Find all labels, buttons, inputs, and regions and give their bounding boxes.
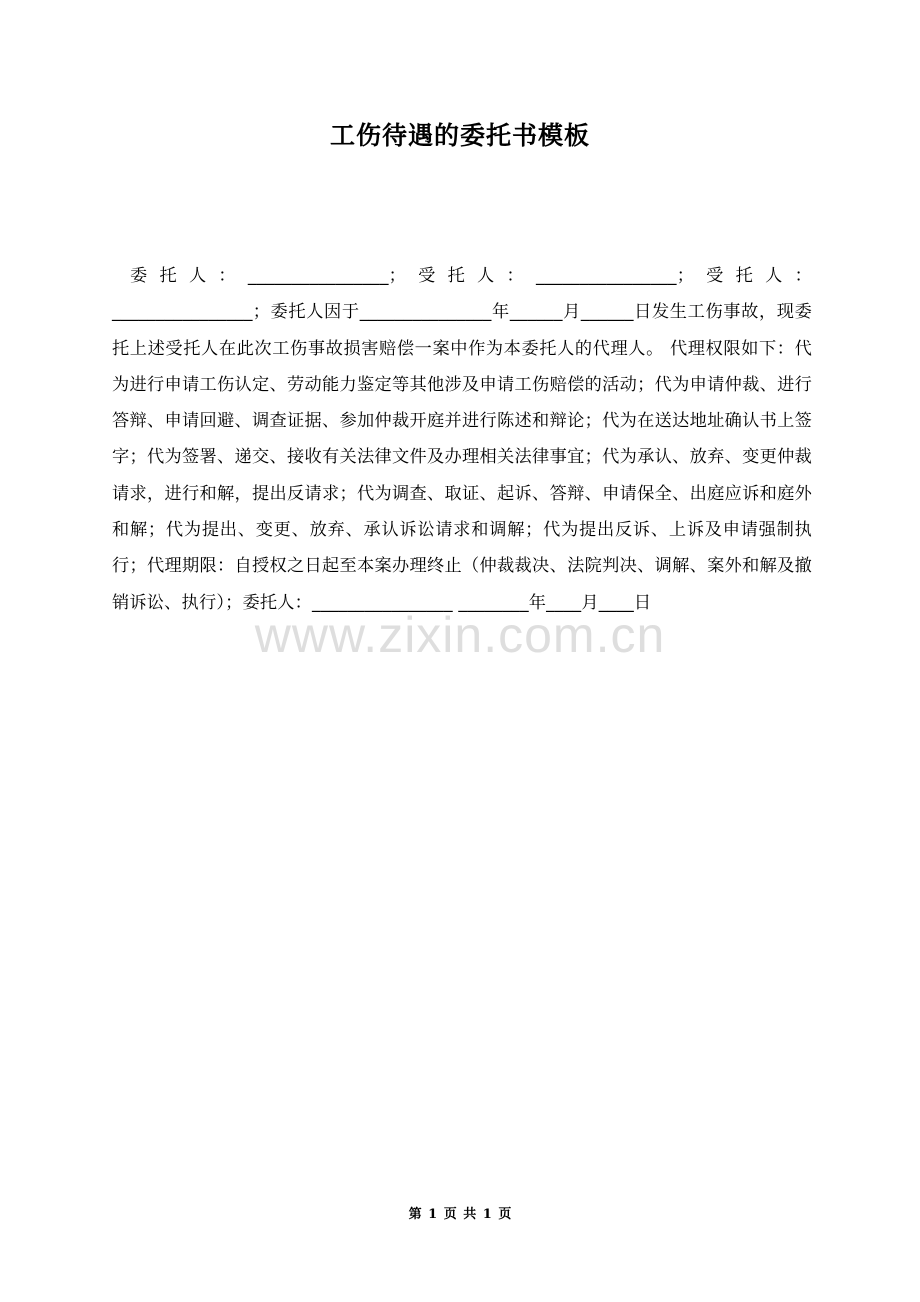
watermark: www.zixin.com.cn — [254, 607, 666, 663]
document-title: 工伤待遇的委托书模板 — [329, 121, 590, 150]
document-body: 委托人：________________；受托人：________________；受托人：________________；委托人因于_______________年______月______日发生工伤事故，现委托上述受托人在此次工伤事故损害赔偿一案中作为本委托人的代理人。 代理权限如下：代为进行申请工伤认定、劳动能力鉴定等其他涉及申请工伤赔偿的活动；代为申请仲裁、进行答辩、申请回避、调查证据、参加仲裁开庭并进行陈述和辩论；代为在送达地址确认书上签字；代为签署、递交、接收有关法律文件及办理相关法律事宜；代为承认、放弃、变更仲裁请求，进行和解，提出反请求；代为调查、取证、起诉、答辩、申请保全、出庭应诉和庭外和解；代为提出、变更、放弃、承认诉讼请求和调解；代为提出反诉、上诉及申请强制执行；代理期限：自授权之日起至本案办理终止（仲裁裁决、法院判决、调解、案外和解及撤销诉讼、执行）；委托人：________________ ________年____月____日 — [112, 266, 812, 613]
page-footer: 第 1 页 共 1 页 — [408, 1207, 512, 1222]
